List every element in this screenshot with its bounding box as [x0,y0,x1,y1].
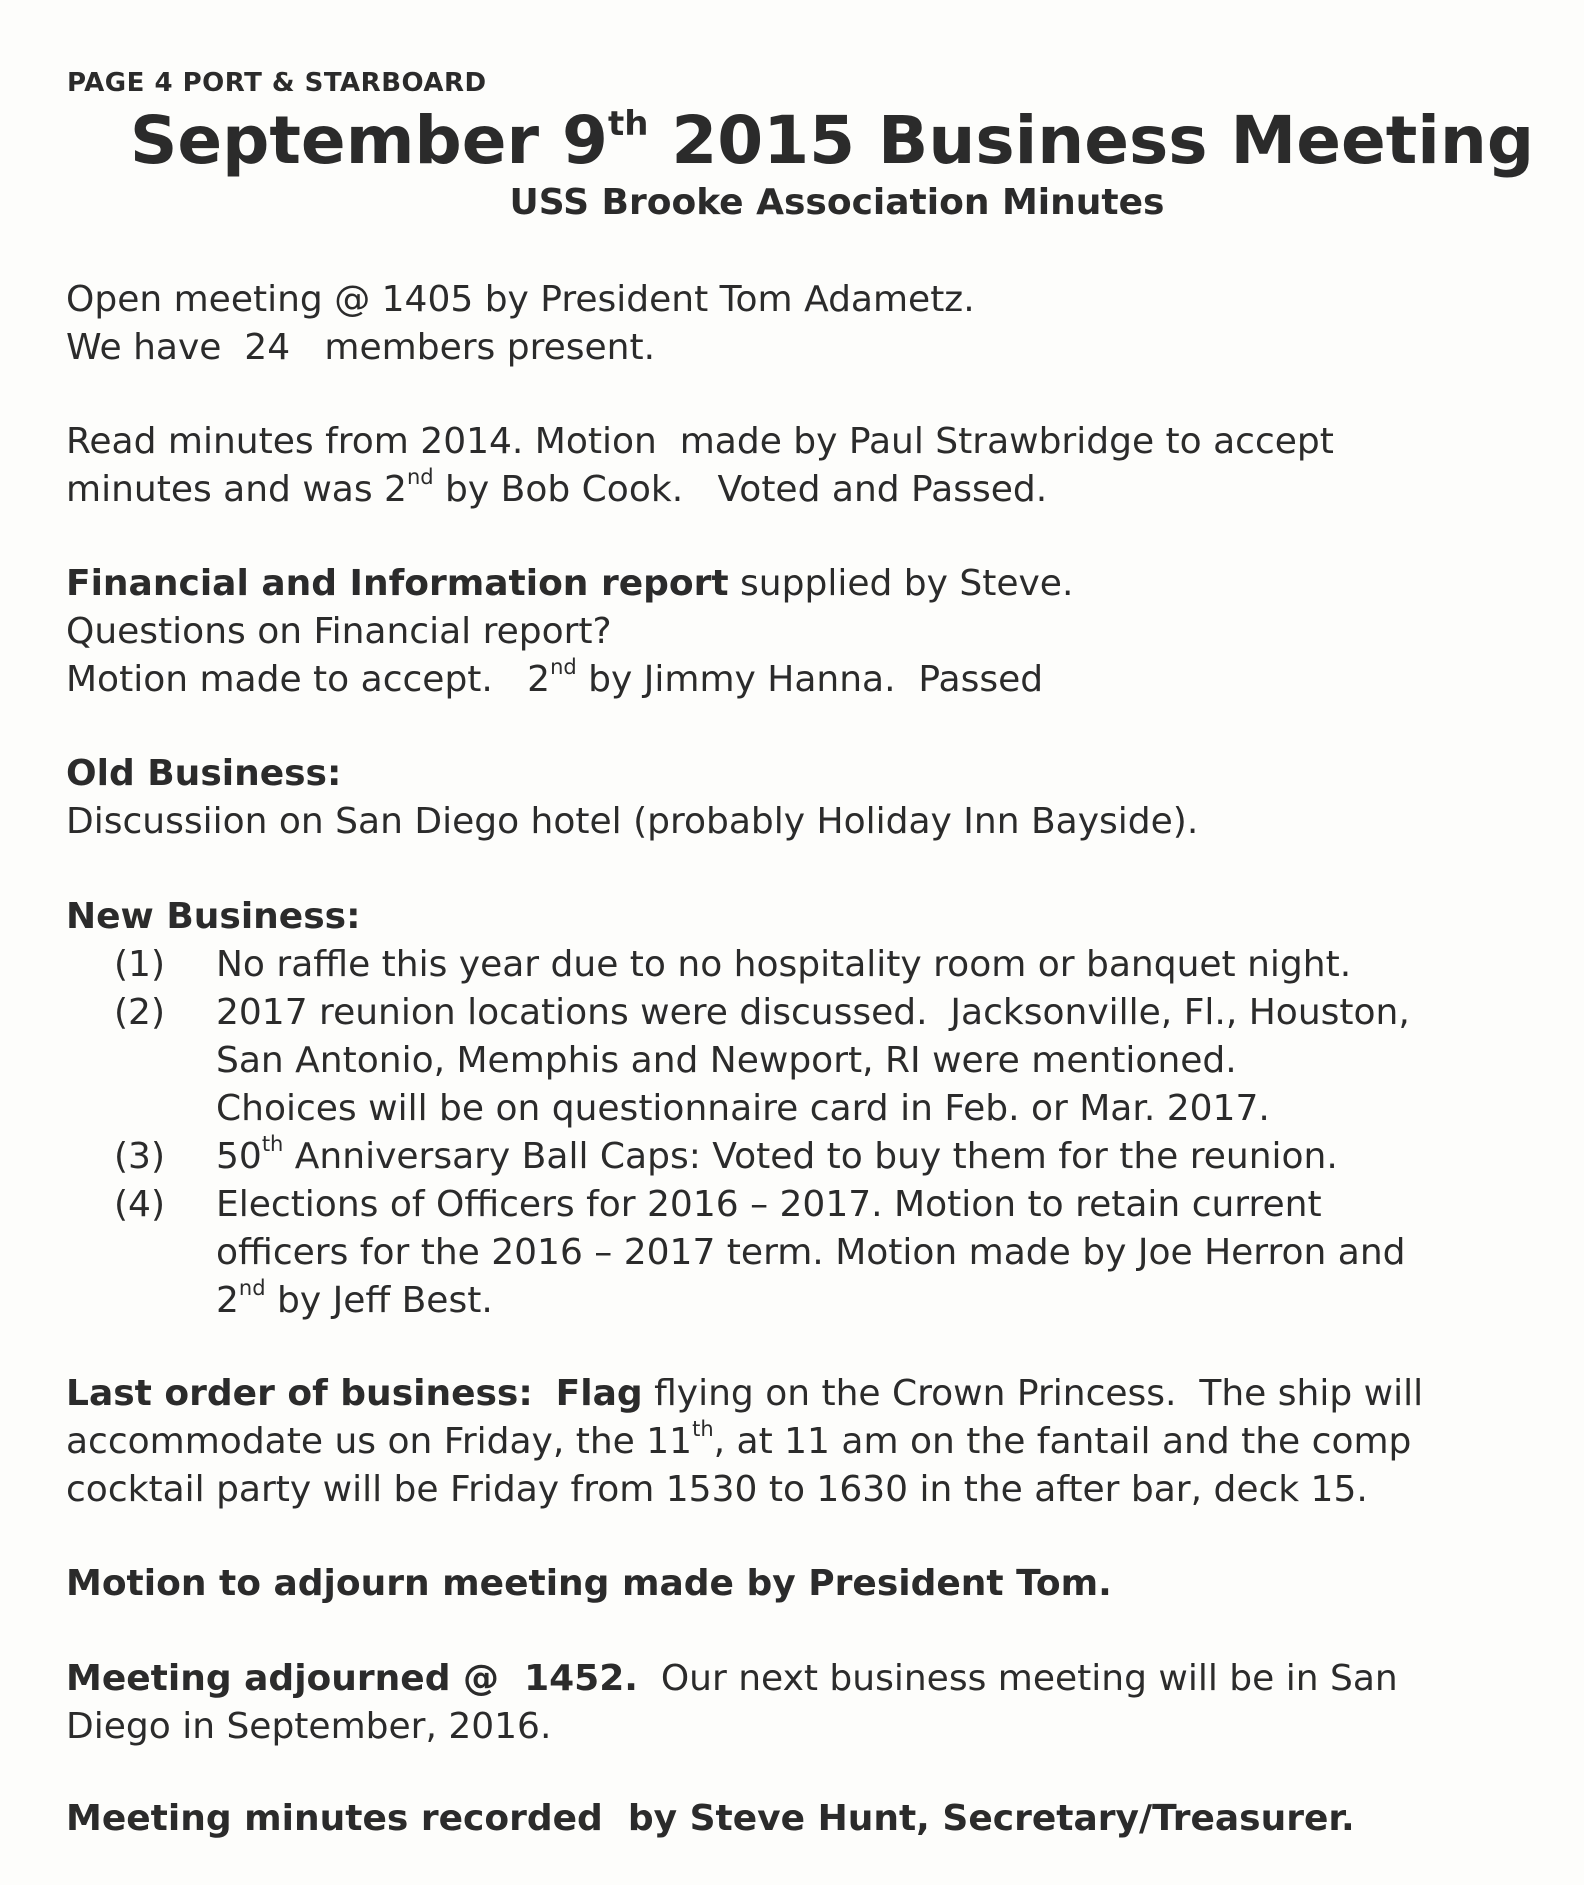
financial-line-3-text: Motion made to accept. 2 [66,659,551,700]
new-business-section [66,893,1546,941]
adjourned-heading: Meeting adjourned @ 1452. [66,1658,638,1699]
list-item-number: (3) [114,1136,165,1177]
list-item-line-text: 2 [216,1280,239,1321]
list-item-line: No raffle this year due to no hospitality room or banquet night. [216,944,1352,985]
financial-line-2: Questions on Financial report? [66,611,612,652]
document-title [0,102,1584,179]
last-order-flag: Flag [555,1373,643,1414]
opening-line-1: Open meeting @ 1405 by President Tom Adametz. [66,279,975,320]
new-business-heading [66,893,1546,941]
recorded-by-line [66,1795,1546,1843]
financial-superscript: nd [550,655,577,679]
adjourn-motion-paragraph [66,1560,1546,1608]
title-text-rest: 2015 Business Meeting [648,102,1535,179]
adjourn-motion-text: Motion to adjourn meeting made by President Tom. [66,1563,1112,1604]
new-business-heading-text: New Business: [66,896,361,937]
old-business-line-1: Discussiion on San Diego hotel (probably Holiday Inn Bayside). [66,801,1199,842]
list-item-line [216,1133,1338,1181]
recorded-by-text: Meeting minutes recorded by Steve Hunt, Secretary/Treasurer. [66,1798,1355,1839]
last-order-line-2-rest: , at 11 am on the fantail and the comp [713,1421,1412,1462]
financial-paragraph [66,560,1546,704]
new-business-list [66,941,1546,1325]
old-business-heading-text: Old Business: [66,753,342,794]
last-order-line-1-rest: flying on the Crown Princess. The ship will [642,1373,1424,1414]
minutes-line-2-rest: by Bob Cook. Voted and Passed. [433,469,1048,510]
list-item-text [216,989,1410,1133]
list-item-line: 2017 reunion locations were discussed. Jacksonville, Fl., Houston, [216,992,1410,1033]
last-order-line-1 [66,1370,1546,1418]
list-item-line: San Antonio, Memphis and Newport, RI were mentioned. [216,1040,1237,1081]
minutes-superscript: nd [406,465,434,489]
last-order-heading: Last order of business: [66,1373,533,1414]
old-business-section [66,750,1546,846]
adjourned-line-1 [66,1655,1546,1703]
old-business-heading [66,750,1546,798]
minutes-line-2-text: minutes and was 2 [66,469,407,510]
financial-line-3 [66,656,1546,704]
recorded-by-paragraph [66,1795,1546,1843]
list-item [66,989,1546,1133]
list-item-superscript: th [261,1132,284,1156]
minutes-line-2 [66,466,1546,514]
minutes-paragraph [66,418,1546,514]
list-item-line-rest: Anniversary Ball Caps: Voted to buy them for the reunion. [283,1136,1338,1177]
financial-line-3-rest: by Jimmy Hanna. Passed [576,659,1044,700]
last-order-line-3: cocktail party will be Friday from 1530 to 1630 in the after bar, deck 15. [66,1469,1368,1510]
opening-line-2: We have 24 members present. [66,327,656,368]
list-item-superscript: nd [238,1276,266,1300]
adjourned-line-2: Diego in September, 2016. [66,1706,552,1747]
list-item-line-text: 50 [216,1136,262,1177]
last-order-paragraph [66,1370,1546,1514]
list-item-number: (2) [114,992,165,1033]
adjourn-motion-line [66,1560,1546,1608]
last-order-line-2 [66,1418,1546,1466]
financial-line-1 [66,560,1546,608]
financial-heading-rest: supplied by Steve. [728,563,1074,604]
opening-paragraph [66,276,1546,372]
document-subtitle: USS Brooke Association Minutes [509,182,1165,223]
list-item-number: (1) [114,944,165,985]
list-item [66,1133,1546,1181]
list-item-text [216,1181,1406,1325]
adjourned-paragraph [66,1655,1546,1751]
minutes-line-1: Read minutes from 2014. Motion made by Paul Strawbridge to accept [66,421,1334,462]
list-item-number: (4) [114,1184,165,1225]
title-superscript: th [607,104,649,144]
list-item [66,941,1546,989]
list-item-line: officers for the 2016 – 2017 term. Motion made by Joe Herron and [216,1232,1406,1273]
adjourned-line-1-rest: Our next business meeting will be in San [637,1658,1398,1699]
list-item-line [216,1277,1406,1325]
list-item-line: Elections of Officers for 2016 – 2017. Motion to retain current [216,1184,1322,1225]
list-item-line-rest: by Jeff Best. [265,1280,493,1321]
title-text: September 9 [129,102,608,179]
list-item-text [216,941,1351,989]
last-order-superscript: th [692,1417,714,1441]
list-item-text [216,1133,1338,1181]
page-header-label: PAGE 4 PORT & STARBOARD [67,68,487,98]
financial-heading: Financial and Information report [66,563,729,604]
list-item [66,1181,1546,1325]
last-order-line-2-text: accommodate us on Friday, the 11 [66,1421,693,1462]
list-item-line: Choices will be on questionnaire card in Feb. or Mar. 2017. [216,1088,1270,1129]
